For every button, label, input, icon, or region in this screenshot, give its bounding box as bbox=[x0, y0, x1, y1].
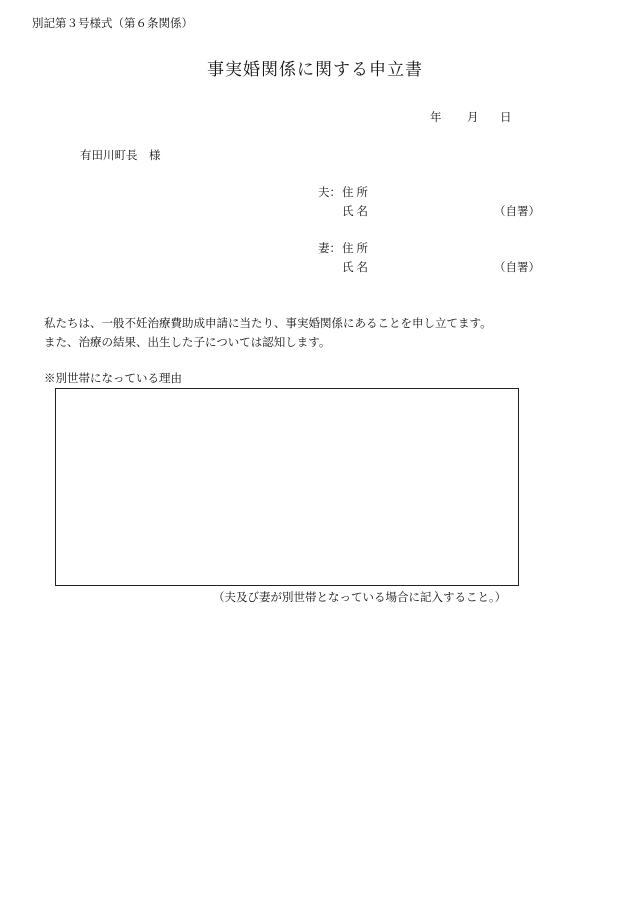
wife-name-label: 氏名 bbox=[342, 260, 371, 274]
date-month-label: 月 bbox=[467, 110, 479, 124]
husband-address-label: 住所 bbox=[342, 185, 371, 199]
addressee: 有田川町長 様 bbox=[80, 148, 161, 162]
statement-line-1: 私たちは、一般不妊治療費助成申請に当たり、事実婚関係にあることを申し立てます。 bbox=[44, 316, 492, 330]
date-day-label: 日 bbox=[500, 110, 512, 124]
husband-name-label: 氏名 bbox=[342, 204, 371, 218]
date-year-label: 年 bbox=[430, 110, 442, 124]
reason-label: ※別世帯になっている理由 bbox=[44, 371, 182, 385]
reason-input-box[interactable] bbox=[55, 388, 519, 586]
form-number: 別記第３号様式（第６条関係） bbox=[32, 16, 193, 30]
statement-line-2: また、治療の結果、出生した子については認知します。 bbox=[44, 335, 331, 349]
husband-role-label: 夫： bbox=[318, 185, 341, 199]
reason-note: （夫及び妻が別世帯となっている場合に記入すること。） bbox=[213, 590, 507, 604]
wife-role-label: 妻： bbox=[318, 241, 341, 255]
wife-address-label: 住所 bbox=[342, 241, 371, 255]
husband-signature-note: （自署） bbox=[494, 204, 540, 218]
page-title: 事実婚関係に関する申立書 bbox=[207, 60, 423, 80]
wife-signature-note: （自署） bbox=[494, 260, 540, 274]
